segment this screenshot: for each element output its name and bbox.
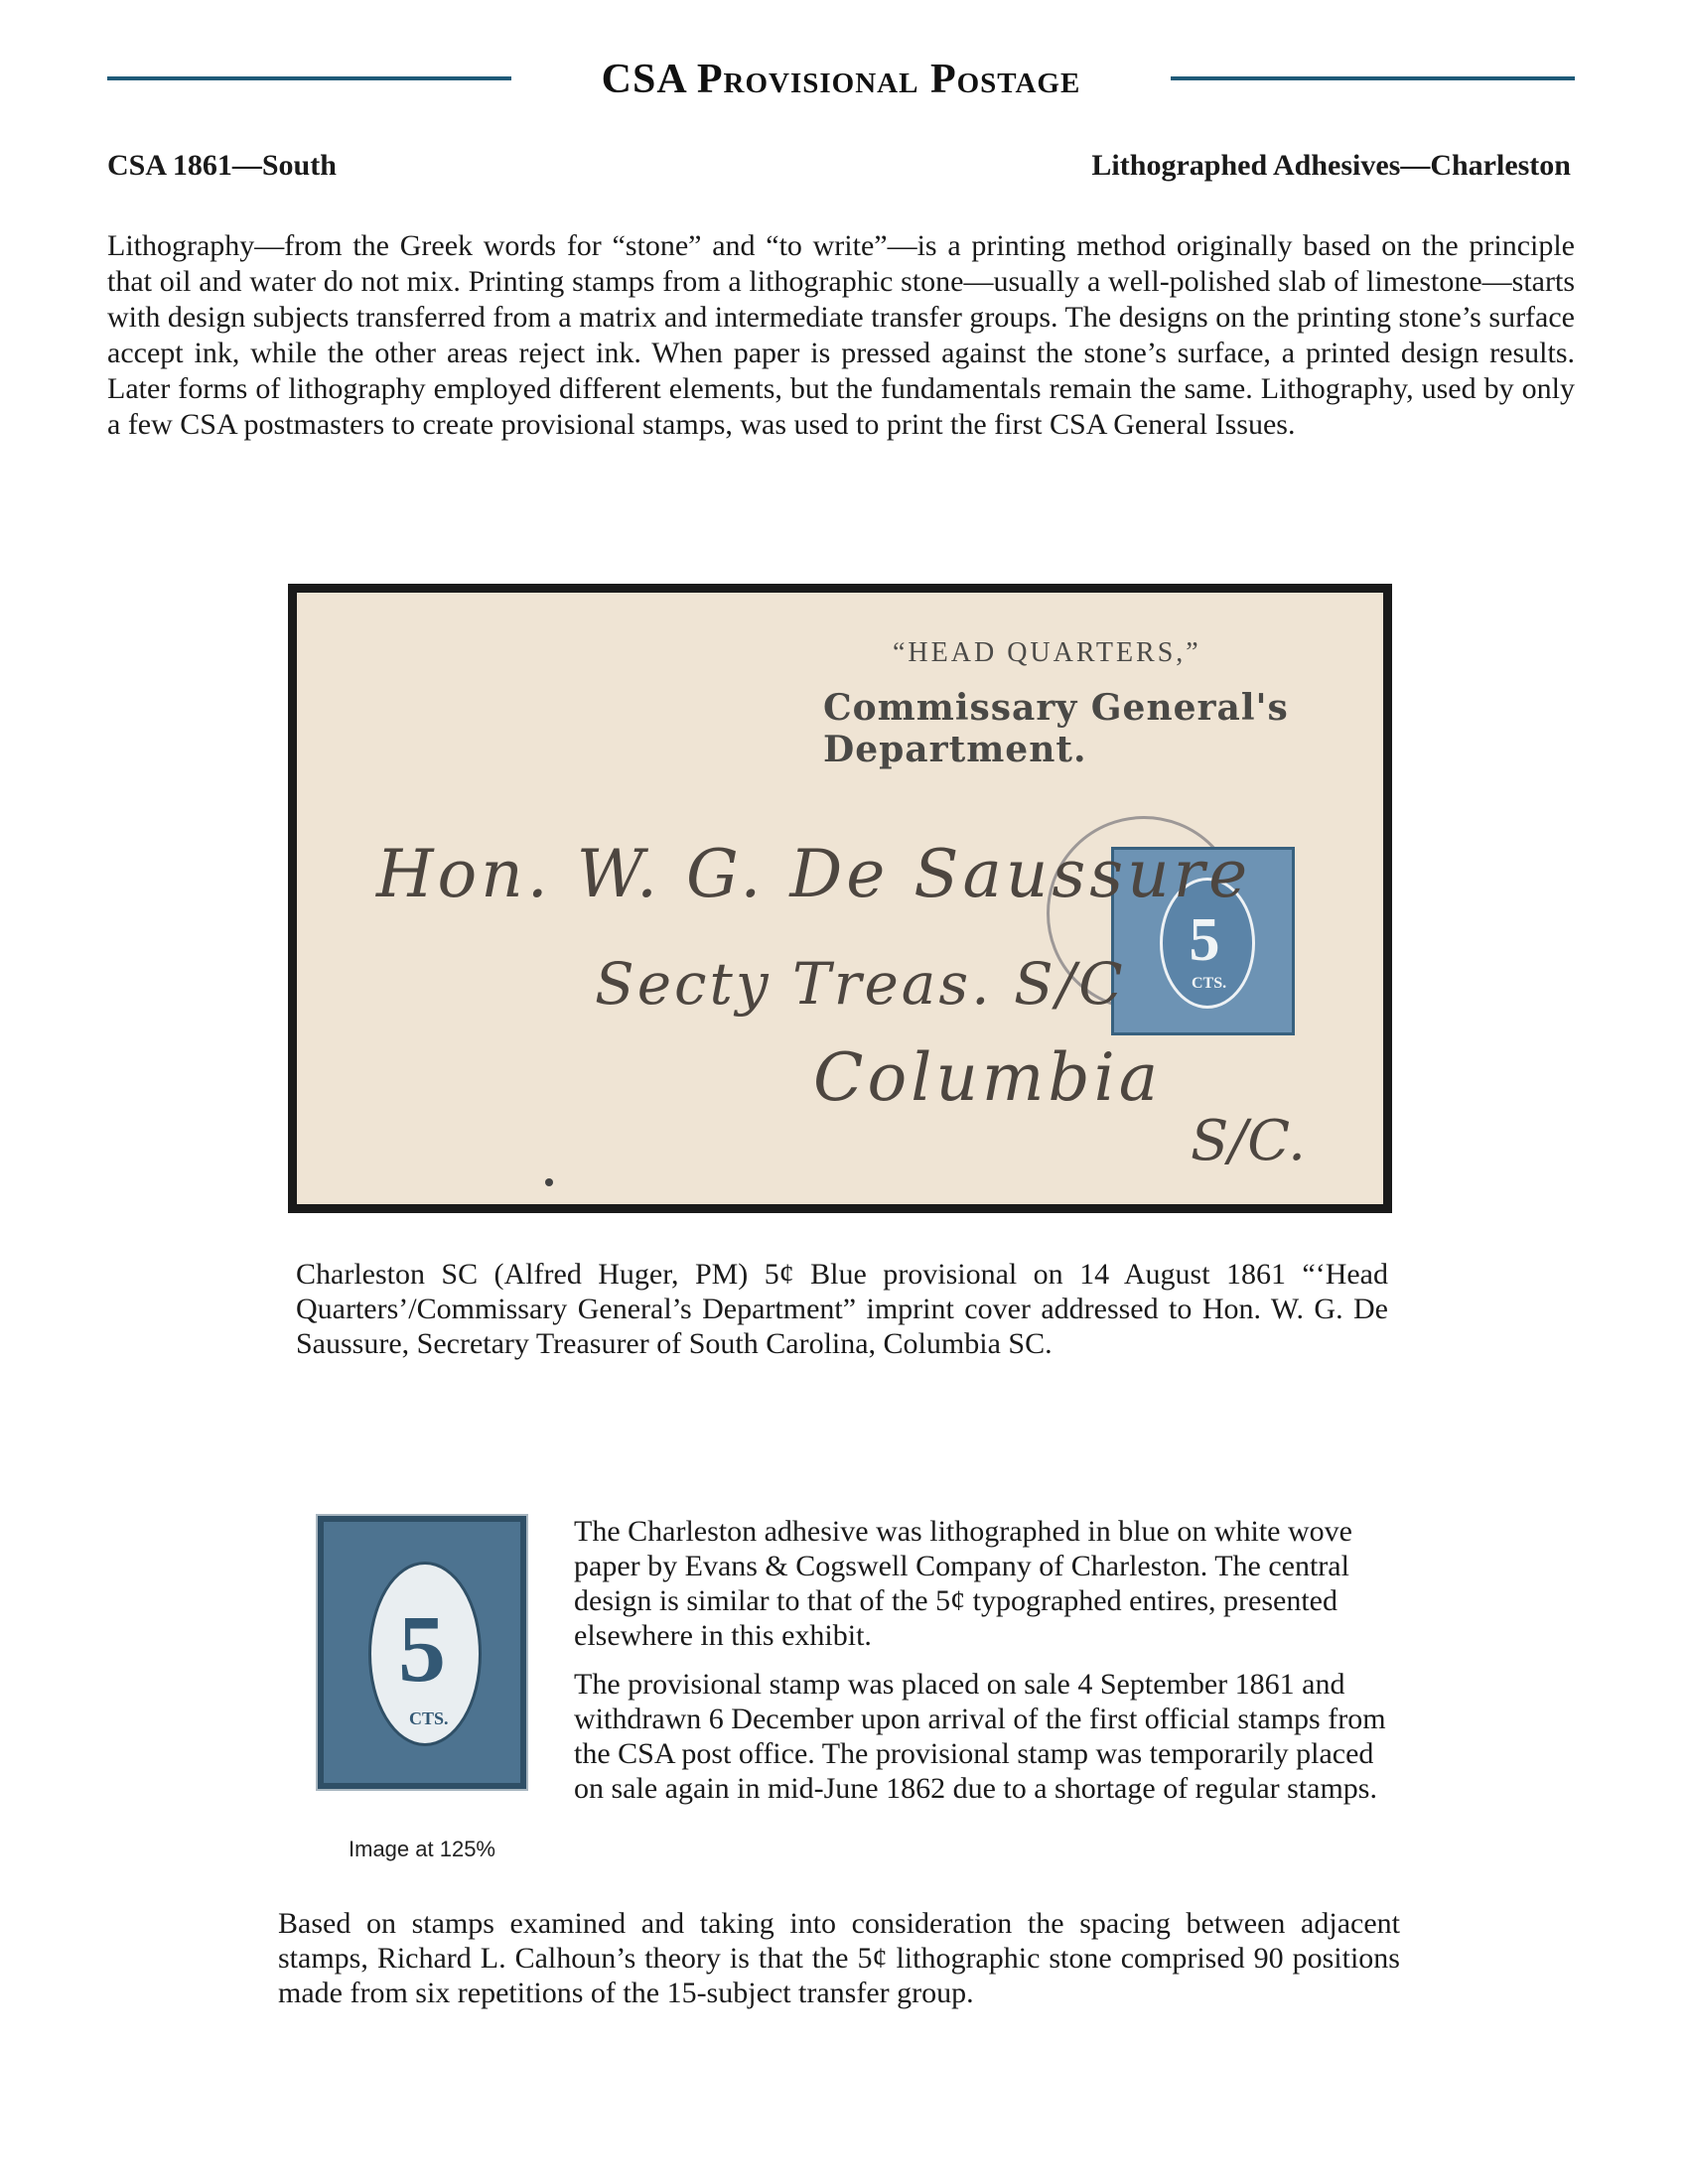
stamp-enlarged-image (318, 1516, 526, 1789)
cover-address-line1: Hon. W. G. De Saussure (376, 836, 1252, 912)
cover-address-line2: Secty Treas. S/C (595, 950, 1126, 1018)
cover-imprint-line1: “HEAD QUARTERS,” (893, 637, 1201, 668)
stamp-cts: CTS. (1192, 975, 1227, 992)
header-rule-right (1171, 76, 1575, 80)
image-scale-note: Image at 125% (349, 1837, 495, 1861)
stamp-description (574, 1514, 1388, 1820)
page-title: CSA Provisional Postage (601, 57, 1081, 102)
cover-ink-dot (545, 1178, 553, 1186)
intro-paragraph: Lithography—from the Greek words for “stone” and “to write”—is a printing method originally based on the principle that oil and water do not mix. Printing stamps from a lithographic stone—usually a well-polished slab of limestone—starts with design subjects transferred from a matrix and intermediate transfer groups. The designs on the printing stone’s surface accept ink, while the other areas reject ink. When paper is pressed against the stone’s surface, a printed design results. Later forms of lithography employed different elements, but the fundamentals remain the same. Lithography, used by only a few CSA postmasters to create provisional stamps, was used to print the first CSA General Issues. (107, 229, 1575, 441)
cover-caption-text: Charleston SC (Alfred Huger, PM) 5¢ Blue provisional on 14 August 1861 “‘Head Quarters’/Commissary General’s Department” imprint cover addressed to Hon. W. G. De Saussure, Secretary Treasurer of South Carolina, Columbia SC. (296, 1258, 1388, 1360)
cover-address-line4: S/C. (1191, 1109, 1306, 1173)
cover-imprint-line2: Commissary General's Department. (823, 687, 1289, 770)
page-header (107, 57, 1575, 102)
stamp-description-para2: The provisional stamp was placed on sale 4 September 1861 and withdrawn 6 December upon arrival of the first official stamps from the CSA post office. The provisional stamp was temporarily placed on sale again in mid-June 1862 due to a shortage of regular stamps. (574, 1668, 1386, 1805)
header-rule-left (107, 76, 511, 80)
closing-text (278, 1906, 1400, 2010)
stamp-description-para1: The Charleston adhesive was lithographed in blue on white wove paper by Evans & Cogswell Company of Charleston. The central design is similar to that of the 5¢ typographed entires, presented elsewhere in this exhibit. (574, 1515, 1352, 1652)
cover-image (288, 584, 1392, 1213)
intro-text (107, 228, 1575, 443)
stamp-value: 5 (1189, 906, 1220, 974)
section-subtitle-left: CSA 1861—South (107, 149, 337, 182)
cover-caption (296, 1257, 1388, 1361)
section-subtitle-right: Lithographed Adhesives—Charleston (1091, 149, 1571, 182)
stamp-cts: CTS. (409, 1708, 449, 1728)
stamp-value: 5 (398, 1595, 446, 1702)
closing-paragraph: Based on stamps examined and taking into consideration the spacing between adjacent stamps, Richard L. Calhoun’s theory is that the 5¢ lithographic stone comprised 90 positions made from six repetitions of the 15-subject transfer group. (278, 1907, 1400, 2009)
cover-address-line3: Columbia (813, 1039, 1163, 1116)
